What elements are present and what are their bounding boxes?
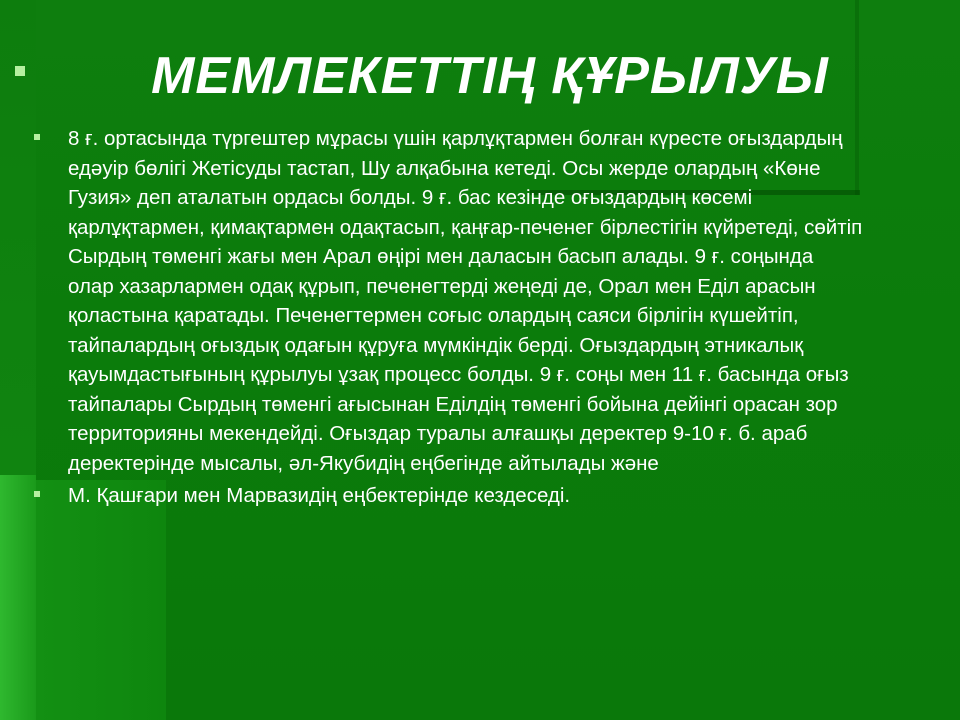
slide-title: МЕМЛЕКЕТТІҢ ҚҰРЫЛУЫ	[151, 47, 829, 105]
slide-body	[34, 124, 864, 511]
decorative-band-left-bottom	[0, 475, 36, 720]
title-bullet-icon	[15, 66, 25, 76]
square-bullet-icon	[34, 491, 40, 497]
bullet-paragraph-2	[34, 481, 864, 511]
bullet-paragraph-1	[34, 124, 864, 478]
decorative-band-inner	[36, 480, 166, 720]
paragraph-text: 8 ғ. ортасында түргештер мұрасы үшін қарлұқтармен болған күресте оғыздардың едәуір бөлігі Жетісуды тастап, Шу алқабына кетеді. Осы жерде олардың «Көне Гузия» деп аталатын ордасы болды. 9 ғ. бас кезінде оғыздардың көсемі қарлұқтармен, қимақтармен одақтасып, қаңғар-печенег бірлестігін күйретеді, сөйтіп Сырдың төменгі жағы мен Арал өңірі мен даласын басып алады. 9 ғ. соңында олар хазарлармен одақ құрып, печенегтерді жеңеді де, Орал мен Еділ арасын қоластына қаратады. Печенегтермен соғыс олардың саяси бірлігін күшейтіп, тайпалардың оғыздық одағын құруға мүмкіндік берді. Оғыздардың этникалық қауымдастығының құрылуы ұзақ процесс болды. 9 ғ. соңы мен 11 ғ. басында оғыз тайпалары Сырдың төменгі ағысынан Еділдің төменгі бойына дейінгі орасан зор территорияны мекендейді. Оғыздар туралы алғашқы деректер 9-10 ғ. б. араб деректерінде мысалы, әл-Якубидің еңбегінде айтылады және	[68, 127, 863, 475]
paragraph-text: М. Қашғари мен Марвазидің еңбектерінде кездеседі.	[68, 484, 571, 507]
square-bullet-icon	[34, 134, 40, 140]
